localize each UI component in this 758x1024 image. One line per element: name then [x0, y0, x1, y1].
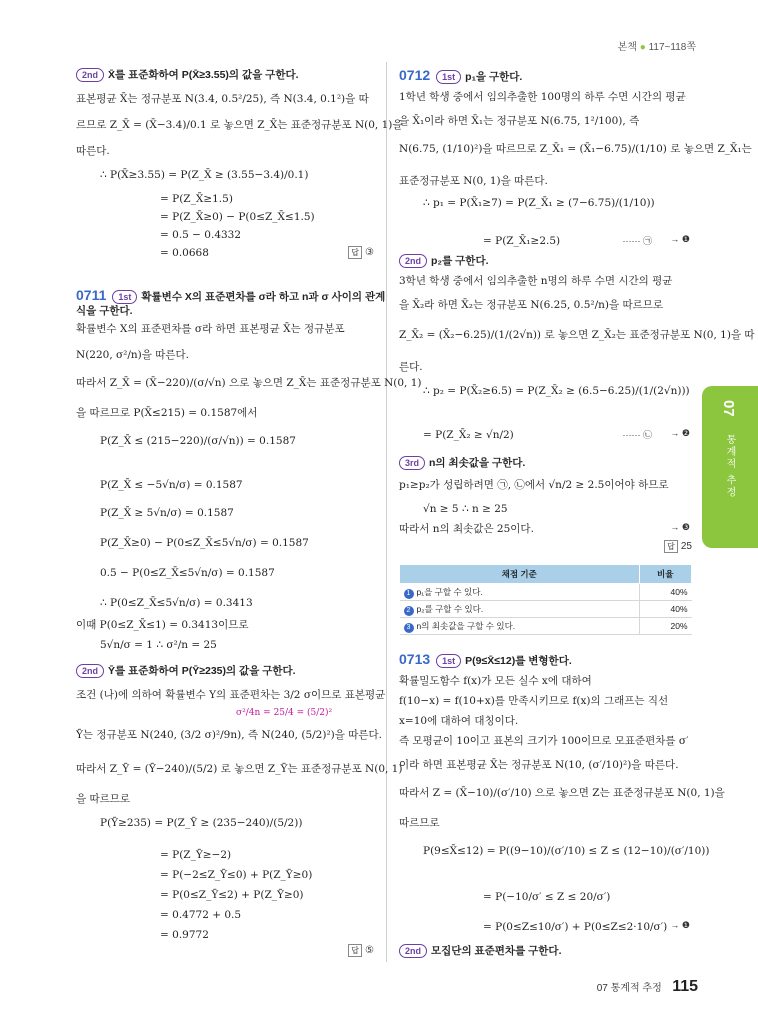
- problem-heading: 0712 1st p₁을 구한다.: [399, 67, 523, 83]
- equation-line: = 0.5 − 0.4332: [160, 229, 242, 241]
- equation-line: = P(Z_X̄≥0) − P(0≤Z_X̄≤1.5): [160, 211, 315, 223]
- ratio-cell: 20%: [639, 618, 692, 635]
- chapter-side-tab: [702, 386, 758, 548]
- equation-line: 0.5 − P(0≤Z_X̄≤5√n/σ) = 0.1587: [100, 567, 275, 579]
- text-line: x=10에 대하여 대칭이다.: [399, 715, 519, 727]
- equation-line: P(Z_X̄ ≤ −5√n/σ) = 0.1587: [100, 479, 243, 491]
- step-marker: → ❸: [670, 522, 690, 532]
- number-badge: 2: [404, 606, 414, 616]
- text-line: 을 X̄₂라 하면 X̄₂는 정규분포 N(6.25, 0.5²/n)을 따르므로: [399, 299, 664, 311]
- criterion-cell: p₁을 구할 수 있다.: [416, 586, 483, 597]
- equation-line: √n ≥ 5 ∴ n ≥ 25: [423, 503, 508, 515]
- step-marker: → ❶: [670, 234, 690, 244]
- text-line: 3학년 학생 중에서 임의추출한 n명의 하루 수면 시간의 평균: [399, 275, 673, 287]
- table-row: [400, 584, 692, 601]
- criterion-cell: p₂를 구할 수 있다.: [416, 603, 484, 614]
- text-line: N(220, σ²/n)을 따른다.: [76, 349, 190, 361]
- chapter-number: 07: [720, 400, 737, 417]
- text-line: 표준정규분포 N(0, 1)을 따른다.: [399, 175, 548, 187]
- step-marker: → ❶: [670, 920, 690, 930]
- page-header: 본책 ● 117~118쪽: [617, 42, 696, 53]
- equation-line: = 0.4772 + 0.5: [160, 909, 242, 921]
- equation-line: = P(Z_X̄≥1.5): [160, 193, 233, 205]
- equation-line: 5√n/σ = 1 ∴ σ²/n = 25: [100, 639, 217, 651]
- text-line: 따라서 n의 최솟값은 25이다.: [399, 523, 534, 535]
- text-line: 을 따르므로: [76, 793, 131, 805]
- text-line: 따라서 Z_X̄ = (X̄−220)/(σ/√n) 으로 놓으면 Z_X̄는 표준정규분포 N(0, 1): [76, 377, 422, 389]
- page-footer: [597, 978, 698, 996]
- text-line: 르므로 Z_X̄ = (X̄−3.4)/0.1 로 놓으면 Z_X̄는 표준정규분포 N(0, 1)을: [76, 119, 403, 131]
- step-line: 2nd Ȳ를 표준화하여 P(Ȳ≥235)의 값을 구한다.: [76, 664, 296, 678]
- equation-marker: ······ ㉡: [622, 430, 652, 440]
- text-line: f(10−x) = f(10+x)를 만족시키므로 f(x)의 그래프는 직선: [399, 695, 669, 707]
- text-line: 이라 하면 표본평균 X̄는 정규분포 N(10, (σ′/10)²)을 따른다.: [399, 759, 679, 771]
- text-line: 즉 모평균이 10이고 표본의 크기가 100이므로 모표준편차를 σ′: [399, 735, 689, 747]
- ratio-cell: 40%: [639, 584, 692, 601]
- equation-line: = P(0≤Z_Ȳ≤2) + P(Z_Ȳ≥0): [160, 889, 304, 901]
- text-line: 을 따르므로 P(X̄≤215) = 0.1587에서: [76, 407, 258, 419]
- answer-icon: 답: [664, 540, 678, 553]
- equation-line: ∴ p₂ = P(X̄₂≥6.5) = P(Z_X̄₂ ≥ (6.5−6.25)/(1/(2√n))): [423, 385, 690, 397]
- text-line: p₁≥p₂가 성립하려면 ㉠, ㉡에서 √n/2 ≥ 2.5이어야 하므로: [399, 479, 669, 491]
- text-line: 른다.: [399, 361, 423, 373]
- equation-line: = P(−10/σ′ ≤ Z ≤ 20/σ′): [483, 891, 611, 903]
- equation-line: = P(−2≤Z_Ȳ≤0) + P(Z_Ȳ≥0): [160, 869, 313, 881]
- column-divider: [386, 62, 387, 962]
- equation-line: = 0.0668: [160, 247, 209, 259]
- equation-line: P(Z_X̄≥0) − P(0≤Z_X̄≤5√n/σ) = 0.1587: [100, 537, 309, 549]
- answer-badge: 답 ③: [348, 246, 374, 259]
- equation-line: ∴ p₁ = P(X̄₁≥7) = P(Z_X̄₁ ≥ (7−6.75)/(1/10)): [423, 197, 655, 209]
- equation-line: P(Ȳ≥235) = P(Z_Ȳ ≥ (235−240)/(5/2)): [100, 817, 303, 829]
- table-row: [400, 601, 692, 618]
- header-dot-icon: ●: [639, 42, 646, 53]
- text-line: Ȳ는 정규분포 N(240, (3/2 σ)²/9n), 즉 N(240, (5/2)²)을 따른다.: [76, 729, 383, 741]
- text-line: 을 X̄₁이라 하면 X̄₁는 정규분포 N(6.75, 1²/100), 즉: [399, 115, 640, 127]
- table-row: [400, 618, 692, 635]
- table-header-row: [400, 565, 692, 584]
- text-line: 조건 (나)에 의하여 확률변수 Y의 표준편차는 3/2 σ이므로 표본평균: [76, 689, 386, 701]
- text-line: 따르므로: [399, 817, 440, 829]
- number-badge: 1: [404, 589, 414, 599]
- text-line: Z_X̄₂ = (X̄₂−6.25)/(1/(2√n)) 로 놓으면 Z_X̄₂는 표준정규분포 N(0, 1)을 따: [399, 329, 755, 341]
- ratio-cell: 40%: [639, 601, 692, 618]
- page-number: 115: [672, 978, 698, 995]
- text-line: 따라서 Z_Ȳ = (Ȳ−240)/(5/2) 로 놓으면 Z_Ȳ는 표준정규분포 N(0, 1): [76, 763, 403, 775]
- problem-heading: 0713 1st P(9≤X̄≤12)를 변형한다.: [399, 651, 572, 667]
- answer-icon: 답: [348, 246, 362, 259]
- scoring-table: [399, 564, 692, 635]
- equation-line: P(Z_X̄ ≤ (215−220)/(σ/√n)) = 0.1587: [100, 435, 296, 447]
- step-marker: → ❷: [670, 428, 690, 438]
- step-line: 2nd X̄를 표준화하여 P(X̄≥3.55)의 값을 구한다.: [76, 68, 299, 82]
- number-badge: 3: [404, 623, 414, 633]
- equation-line: P(Z_X̄ ≥ 5√n/σ) = 0.1587: [100, 507, 234, 519]
- problem-heading: 0711 1st 확률변수 X의 표준편차를 σ라 하고 n과 σ 사이의 관계: [76, 287, 386, 303]
- step-line: 2nd 모집단의 표준편차를 구한다.: [399, 944, 561, 958]
- text-line: 확률변수 X의 표준편차를 σ라 하면 표본평균 X̄는 정규분포: [76, 323, 345, 335]
- equation-line: = P(Z_X̄₂ ≥ √n/2): [423, 429, 514, 441]
- equation-line: = P(Z_X̄₁≥2.5): [483, 235, 561, 247]
- text-line: 표본평균 X̄는 정규분포 N(3.4, 0.5²/25), 즉 N(3.4, 0.1²)을 따: [76, 93, 369, 105]
- text-line: 1학년 학생 중에서 임의추출한 100명의 하루 수면 시간의 평균: [399, 91, 686, 103]
- column-header: 채점 기준: [400, 565, 640, 584]
- text-line: 확률밀도함수 f(x)가 모든 실수 x에 대하여: [399, 675, 592, 687]
- chapter-title: 통계적 추정: [724, 434, 735, 499]
- column-header: 비율: [639, 565, 692, 584]
- answer-icon: 답: [348, 944, 362, 957]
- answer-badge: 답 25: [664, 540, 692, 553]
- equation-line: P(9≤X̄≤12) = P((9−10)/(σ′/10) ≤ Z ≤ (12−10)/(σ′/10)): [423, 845, 710, 857]
- equation-line: ∴ P(X̄≥3.55) = P(Z_X̄ ≥ (3.55−3.4)/0.1): [100, 169, 309, 181]
- step-line: 2nd p₂를 구한다.: [399, 254, 489, 268]
- step-line: 3rd n의 최솟값을 구한다.: [399, 456, 525, 470]
- equation-line: = 0.9772: [160, 929, 209, 941]
- margin-note: σ²/4n = 25/4 = (5/2)²: [236, 708, 333, 718]
- equation-line: ∴ P(0≤Z_X̄≤5√n/σ) = 0.3413: [100, 597, 253, 609]
- equation-marker: ······ ㉠: [622, 236, 652, 246]
- text-line: 식을 구한다.: [76, 305, 133, 317]
- footer-chapter: 07 통계적 추정: [596, 983, 662, 994]
- text-line: 따라서 Z = (X̄−10)/(σ′/10) 으로 놓으면 Z는 표준정규분포 N(0, 1)을: [399, 787, 725, 799]
- criterion-cell: n의 최솟값을 구할 수 있다.: [416, 620, 516, 631]
- equation-line: = P(Z_Ȳ≥−2): [160, 849, 232, 861]
- text-line: 따른다.: [76, 145, 110, 157]
- equation-line: = P(0≤Z≤10/σ′) + P(0≤Z≤2·10/σ′): [483, 921, 668, 933]
- text-line: N(6.75, (1/10)²)을 따르므로 Z_X̄₁ = (X̄₁−6.75)/(1/10) 로 놓으면 Z_X̄₁는: [399, 143, 752, 155]
- answer-badge: 답 ⑤: [348, 944, 374, 957]
- text-line: 이때 P(0≤Z_X̄≤1) = 0.3413이므로: [76, 619, 249, 631]
